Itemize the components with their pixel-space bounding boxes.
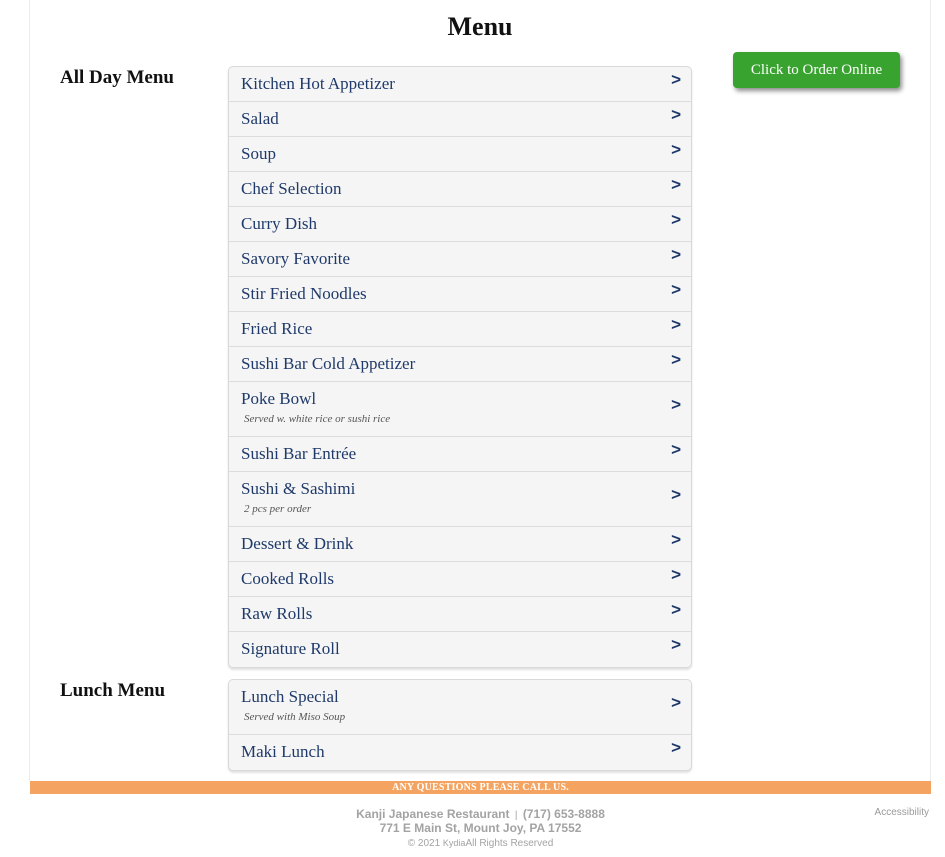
menu-category-stir-fried-noodles[interactable] <box>229 277 691 312</box>
chevron-right-icon: > <box>671 175 681 194</box>
menu-category-chef-selection[interactable] <box>229 172 691 207</box>
category-name: Sushi Bar Entrée <box>241 444 357 463</box>
chevron-right-icon: > <box>671 350 681 369</box>
chevron-right-icon: > <box>671 565 681 584</box>
menu-category-cooked-rolls[interactable] <box>229 562 691 597</box>
order-online-button[interactable]: Click to Order Online <box>733 52 900 88</box>
menu-category-sushi-bar-entree[interactable] <box>229 437 691 472</box>
chevron-right-icon: > <box>671 530 681 549</box>
phone-number[interactable]: (717) 653-8888 <box>522 807 605 821</box>
menu-category-dessert-drink[interactable] <box>229 527 691 562</box>
category-name: Dessert & Drink <box>241 534 354 553</box>
page-title: Menu <box>447 12 513 41</box>
menu-category-sushi-bar-cold-appetizer[interactable] <box>229 347 691 382</box>
category-name: Chef Selection <box>241 179 342 198</box>
menu-category-lunch-special[interactable] <box>229 680 691 735</box>
chevron-right-icon: > <box>671 738 681 757</box>
kydia-link[interactable]: Kydia <box>442 838 466 848</box>
page-frame <box>29 0 931 781</box>
accessibility-link[interactable]: Accessibility <box>874 807 929 818</box>
category-description: 2 pcs per order <box>244 503 312 515</box>
chevron-right-icon: > <box>671 635 681 654</box>
category-description: Served with Miso Soup <box>244 711 346 723</box>
footer-contact <box>30 807 931 821</box>
menu-category-savory-favorite[interactable] <box>229 242 691 277</box>
lunch-menu-list <box>228 679 692 771</box>
menu-category-signature-roll[interactable] <box>229 632 691 667</box>
menu-category-fried-rice[interactable] <box>229 312 691 347</box>
menu-category-sushi-sashimi[interactable] <box>229 472 691 527</box>
category-name: Fried Rice <box>241 319 313 338</box>
call-us-bar: ANY QUESTIONS PLEASE CALL US. <box>30 781 931 794</box>
menu-category-kitchen-hot-appetizer[interactable] <box>229 67 691 102</box>
chevron-right-icon: > <box>671 245 681 264</box>
chevron-right-icon: > <box>671 210 681 229</box>
chevron-right-icon: > <box>671 600 681 619</box>
chevron-right-icon: > <box>671 105 681 124</box>
category-name: Raw Rolls <box>241 604 313 623</box>
category-name: Sushi & Sashimi <box>241 479 356 498</box>
category-name: Kitchen Hot Appetizer <box>241 74 395 93</box>
category-name: Stir Fried Noodles <box>241 284 367 303</box>
menu-category-maki-lunch[interactable] <box>229 735 691 770</box>
category-name: Lunch Special <box>241 687 339 706</box>
chevron-right-icon: > <box>671 280 681 299</box>
menu-category-poke-bowl[interactable] <box>229 382 691 437</box>
restaurant-name: Kanji Japanese Restaurant <box>356 807 510 821</box>
category-name: Savory Favorite <box>241 249 351 268</box>
chevron-right-icon: > <box>671 315 681 334</box>
section-label-all-day: All Day Menu <box>60 67 174 88</box>
category-name: Signature Roll <box>241 639 340 658</box>
footer-separator: | <box>514 810 518 821</box>
category-name: Maki Lunch <box>241 742 325 761</box>
category-name: Cooked Rolls <box>241 569 335 588</box>
category-name: Poke Bowl <box>241 389 317 408</box>
section-label-lunch: Lunch Menu <box>60 680 166 701</box>
category-name: Soup <box>241 144 276 163</box>
footer-address: 771 E Main St, Mount Joy, PA 17552 <box>379 821 582 835</box>
chevron-right-icon: > <box>671 70 681 89</box>
category-name: Curry Dish <box>241 214 318 233</box>
all-day-menu-list <box>228 66 692 668</box>
chevron-right-icon: > <box>671 395 681 414</box>
menu-category-soup[interactable] <box>229 137 691 172</box>
chevron-right-icon: > <box>671 440 681 459</box>
rights-text: All Rights Reserved <box>465 838 554 849</box>
chevron-right-icon: > <box>671 693 681 712</box>
category-name: Salad <box>241 109 279 128</box>
footer-copyright <box>30 838 931 849</box>
menu-category-salad[interactable] <box>229 102 691 137</box>
copyright-text: © 2021 <box>407 838 441 849</box>
category-description: Served w. white rice or sushi rice <box>244 413 391 425</box>
menu-category-curry-dish[interactable] <box>229 207 691 242</box>
menu-category-raw-rolls[interactable] <box>229 597 691 632</box>
chevron-right-icon: > <box>671 485 681 504</box>
category-name: Sushi Bar Cold Appetizer <box>241 354 416 373</box>
chevron-right-icon: > <box>671 140 681 159</box>
